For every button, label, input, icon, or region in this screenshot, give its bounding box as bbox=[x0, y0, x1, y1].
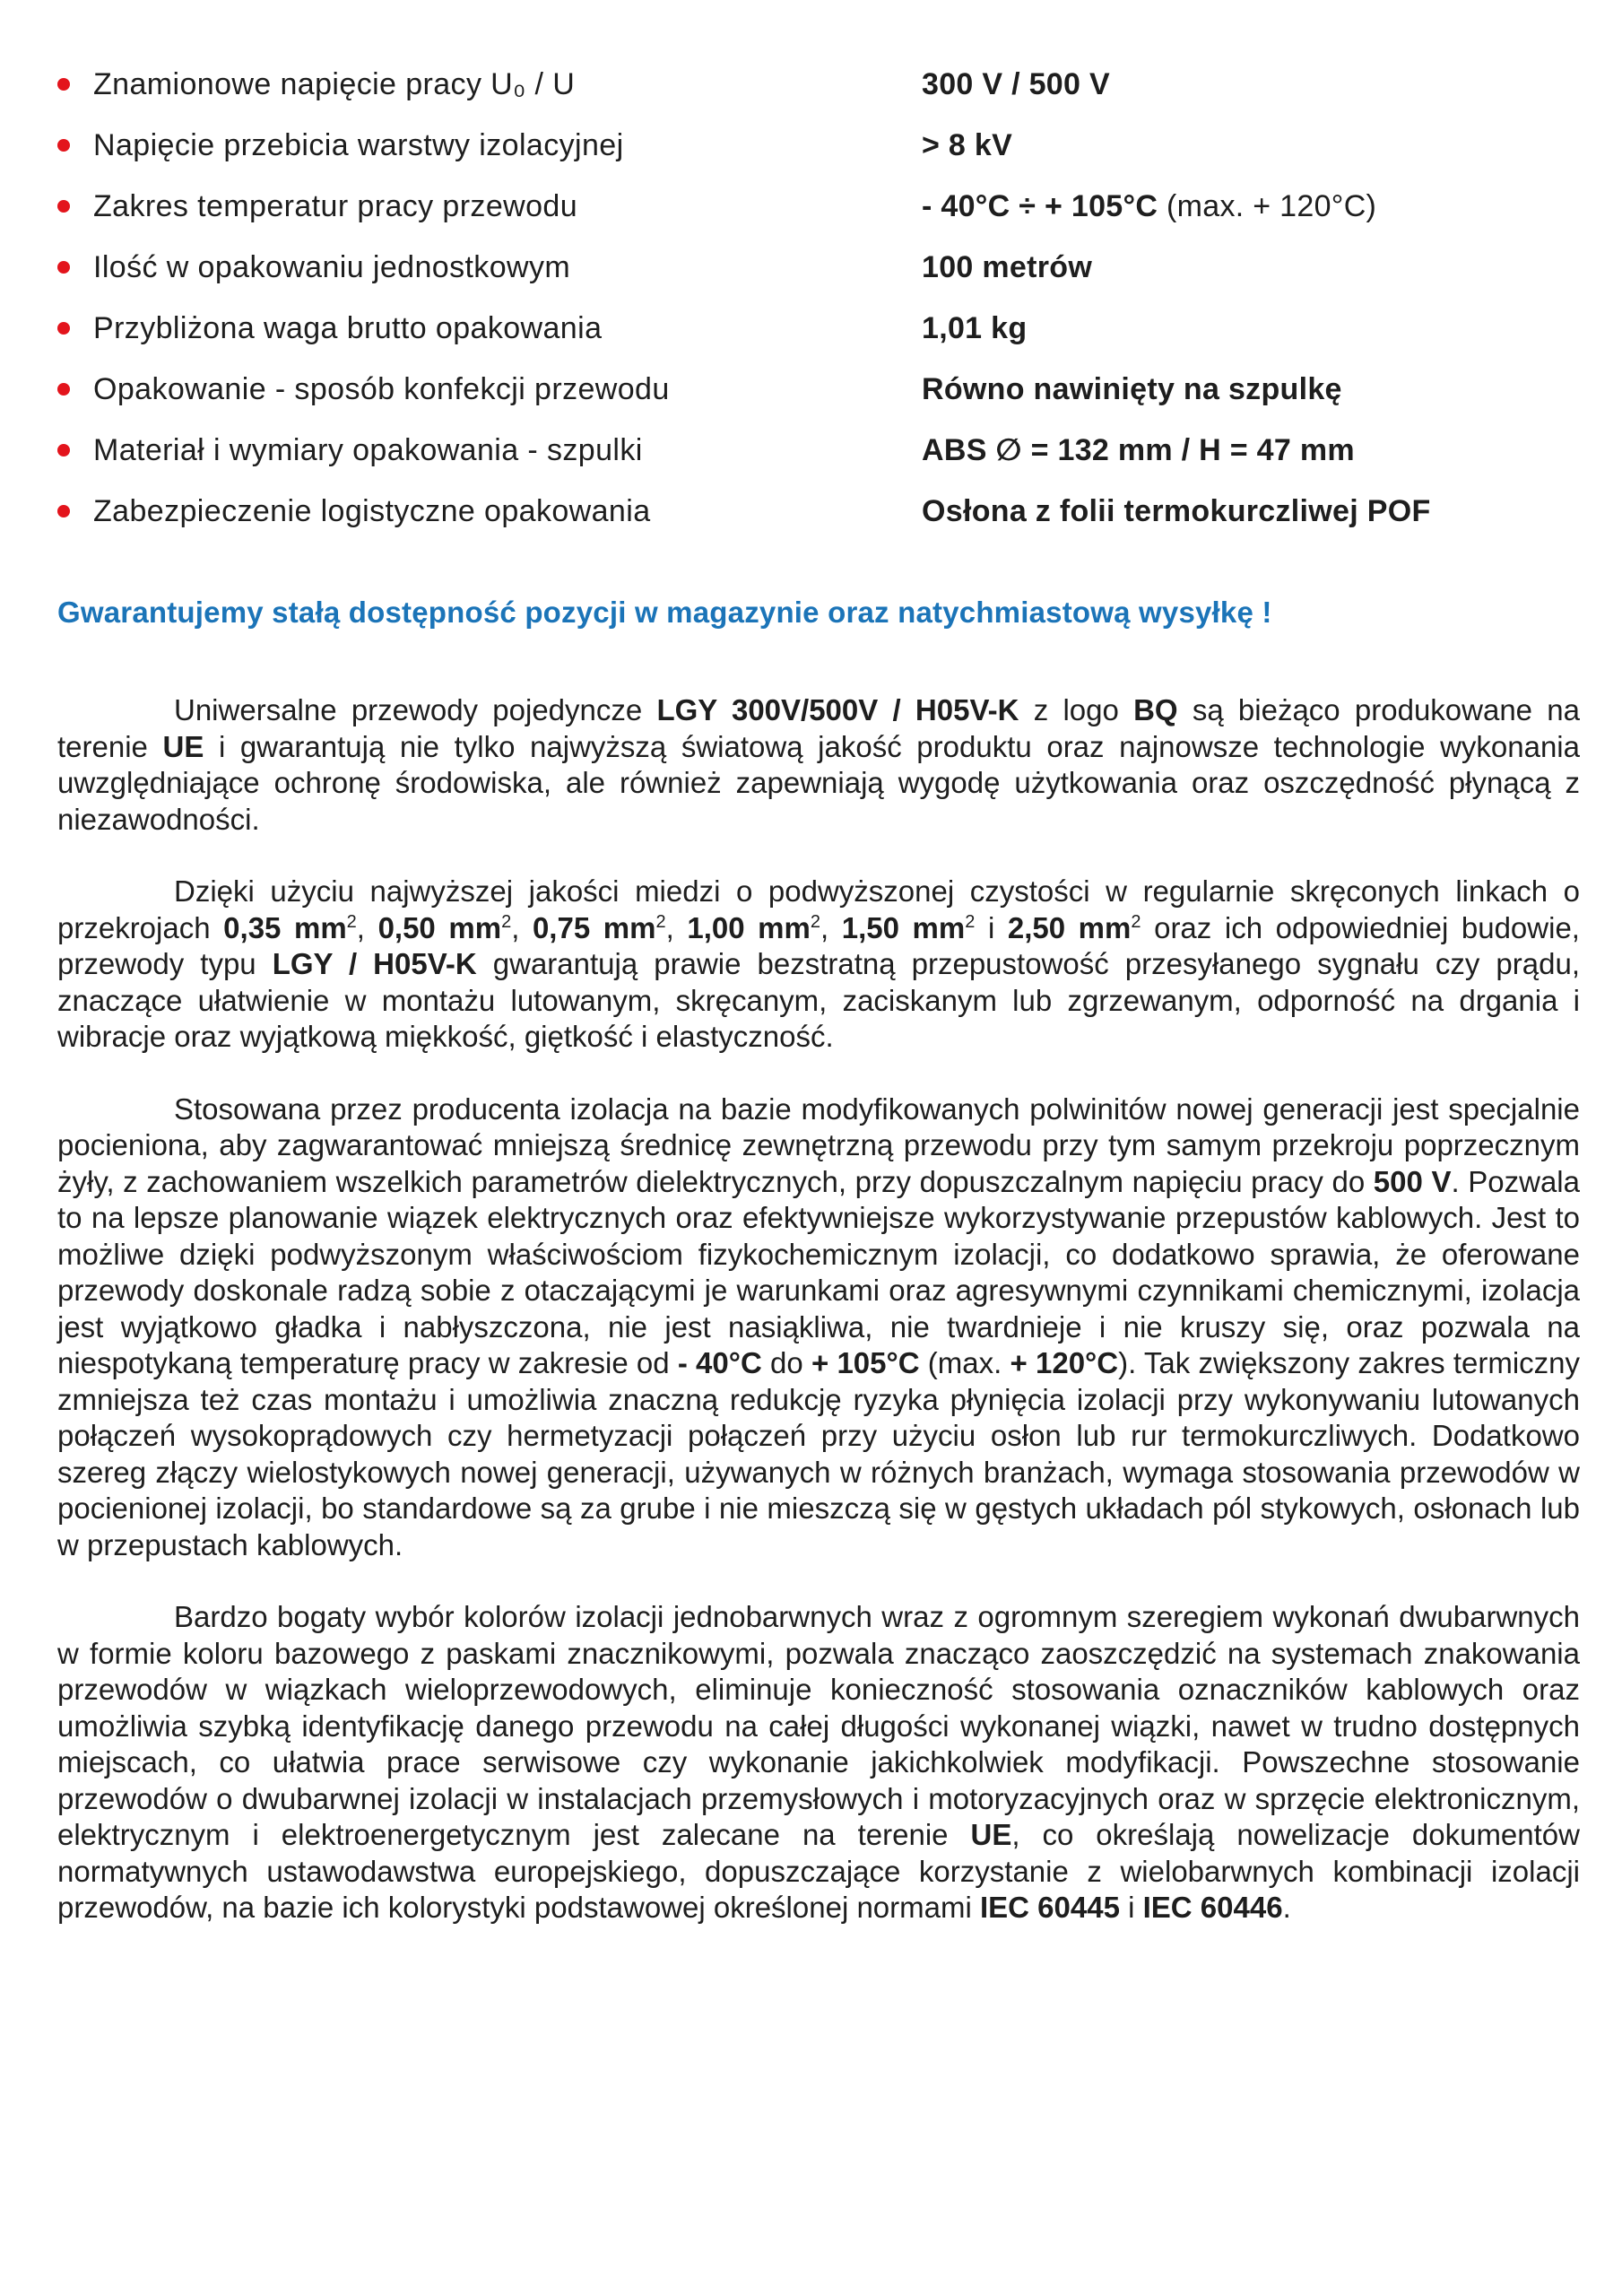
spec-value bbox=[922, 189, 1376, 224]
spec-label: Zakres temperatur pracy przewodu bbox=[93, 188, 578, 223]
spec-list bbox=[57, 54, 1580, 542]
bullet-icon bbox=[57, 444, 70, 457]
bullet-icon bbox=[57, 505, 70, 517]
spec-value: 100 metrów bbox=[922, 249, 1093, 284]
bullet-icon bbox=[57, 139, 70, 152]
spec-label: Ilość w opakowaniu jednostkowym bbox=[93, 249, 571, 284]
paragraph-copper: Dzięki użyciu najwyższej jakości miedzi o podwyższonej czystości w regularnie skręconych linkach o przekrojach 0,35 $mm^2$, 0,50 $mm^2$, 0,75 $mm^2$, 1,00 $mm^2$, 1,50 $mm^2$ i 2,50 $mm^2$ oraz ich odpowiedniej budowie, przewody typu LGY / H05V-K gwarantują prawie bezstratną przepustowość przesyłanego sygnału czy prądu, znaczące ułatwienie w montażu lutowanym, skręcanym, zaciskanym lub zgrzewanym, odporność na drgania i wibracje oraz wyjątkową miękkość, giętkość i elastyczność. bbox=[57, 874, 1580, 1053]
spec-row bbox=[57, 237, 1580, 298]
document-page bbox=[57, 54, 1580, 1926]
spec-label: Znamionowe napięcie pracy U₀ / U bbox=[93, 66, 576, 101]
bullet-icon bbox=[57, 383, 70, 396]
spec-value: 1,01 kg bbox=[922, 310, 1028, 345]
bullet-icon bbox=[57, 78, 70, 91]
spec-label: Przybliżona waga brutto opakowania bbox=[93, 310, 603, 345]
bullet-icon bbox=[57, 261, 70, 274]
spec-value: > 8 kV bbox=[922, 127, 1013, 162]
spec-row bbox=[57, 359, 1580, 420]
spec-label: Opakowanie - sposób konfekcji przewodu bbox=[93, 371, 670, 406]
bullet-icon bbox=[57, 322, 70, 335]
spec-value: 300 V / 500 V bbox=[922, 66, 1110, 101]
spec-label: Napięcie przebicia warstwy izolacyjnej bbox=[93, 127, 624, 162]
spec-value: Równo nawinięty na szpulkę bbox=[922, 371, 1342, 406]
spec-value: Osłona z folii termokurczliwej POF bbox=[922, 493, 1431, 528]
spec-row bbox=[57, 176, 1580, 237]
paragraph-intro: Uniwersalne przewody pojedyncze LGY 300V/500V / H05V-K z logo BQ są bieżąco produkowane na terenie UE i gwarantują nie tylko najwyższą światową jakość produktu oraz najnowsze technologie wykonania uwzględniające ochronę środowiska, ale również zapewniają wygodę użytkowania oraz oszczędność płynącą z niezawodności. bbox=[57, 693, 1580, 836]
bullet-icon bbox=[57, 200, 70, 213]
spec-row bbox=[57, 54, 1580, 115]
availability-headline: Gwarantujemy stałą dostępność pozycji w magazynie oraz natychmiastową wysyłkę ! bbox=[57, 596, 1272, 629]
spec-row bbox=[57, 115, 1580, 176]
spec-label: Materiał i wymiary opakowania - szpulki bbox=[93, 432, 643, 467]
spec-value-extra: (max. + 120°C) bbox=[1158, 188, 1377, 223]
spec-label: Zabezpieczenie logistyczne opakowania bbox=[93, 493, 651, 528]
spec-row bbox=[57, 298, 1580, 359]
paragraph-colors: Bardzo bogaty wybór kolorów izolacji jednobarwnych wraz z ogromnym szeregiem wykonań dwubarwnych w formie koloru bazowego z paskami znacznikowymi, pozwala znacząco zaoszczędzić na systemach znakowania przewodów w wiązkach wieloprzewodowych, eliminuje konieczność stosowania oznaczników kablowych oraz umożliwia szybką identyfikację danego przewodu na całej długości wykonanej wiązki, nawet w trudno dostępnych miejscach, co ułatwia prace serwisowe czy wykonanie jakichkolwiek modyfikacji. Powszechne stosowanie przewodów o dwubarwnej izolacji w instalacjach przemysłowych i motoryzacyjnych oraz w sprzęcie elektronicznym, elektrycznym i elektroenergetycznym jest zalecane na terenie UE, co określają nowelizacje dokumentów normatywnych ustawodawstwa europejskiego, dopuszczające korzystanie z wielobarwnych kombinacji izolacji przewodów, na bazie ich kolorystyki podstawowej określonej normami IEC 60445 i IEC 60446. bbox=[57, 1600, 1580, 1924]
spec-value: ABS ∅ = 132 mm / H = 47 mm bbox=[922, 433, 1355, 467]
spec-row bbox=[57, 481, 1580, 542]
spec-value-main: - 40°C ÷ + 105°C bbox=[922, 188, 1158, 223]
spec-row bbox=[57, 420, 1580, 481]
paragraph-insulation: Stosowana przez producenta izolacja na bazie modyfikowanych polwinitów nowej generacji jest specjalnie pocieniona, aby zagwarantować mniejszą średnicę zewnętrzną przewodu przy tym samym przekroju poprzecznym żyły, z zachowaniem wszelkich parametrów dielektrycznych, przy dopuszczalnym napięciu pracy do 500 V. Pozwala to na lepsze planowanie wiązek elektrycznych oraz efektywniejsze wykorzystywanie przepustów kablowych. Jest to możliwe dzięki podwyższonym właściwościom fizykochemicznym izolacji, co dodatkowo sprawia, że oferowane przewody doskonale radzą sobie z otaczającymi je warunkami oraz agresywnymi czynnikami chemicznymi, izolacja jest wyjątkowo gładka i nabłyszczona, nie jest nasiąkliwa, nie twardnieje i nie kruszy się, oraz pozwala na niespotykaną temperaturę pracy w zakresie od - 40°C do + 105°C (max. + 120°C). Tak zwiększony zakres termiczny zmniejsza też czas montażu i umożliwia znaczną redukcję ryzyka płynięcia izolacji przy wykonywaniu lutowanych połączeń wysokoprądowych czy hermetyzacji połączeń przy użyciu osłon lub rur termokurczliwych. Dodatkowo szereg złączy wielostykowych nowej generacji, używanych w różnych branżach, wymaga stosowania przewodów w pocienionej izolacji, bo standardowe są za grube i nie mieszczą się w gęstych układach pól stykowych, osłonach lub w przepustach kablowych. bbox=[57, 1091, 1580, 1561]
